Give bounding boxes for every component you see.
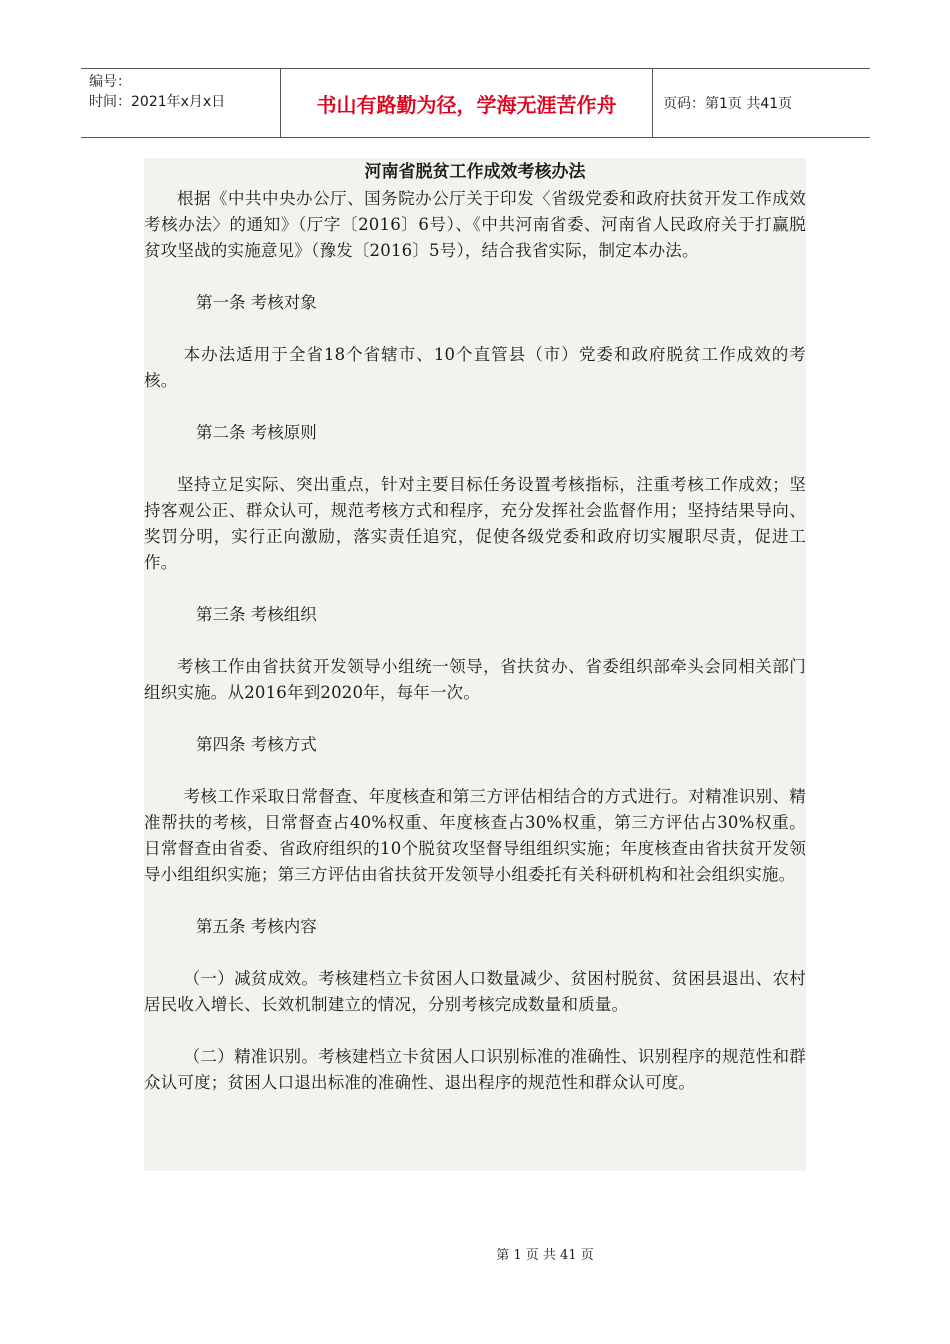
article-4-text: 考核工作采取日常督查、年度核查和第三方评估相结合的方式进行。对精准识别、精准帮扶的考核，日常督查占40%权重、年度核查占30%权重，第三方评估占30%权重。日常督查由省委、省政府组织的10个脱贫攻坚督导组组织实施；年度核查由省扶贫开发领导小组组织实施；第三方评估由省扶贫开发领导小组委托有关科研机构和社会组织实施。	[144, 787, 806, 884]
header-meta	[81, 69, 281, 137]
document-body	[144, 158, 806, 1171]
article-5-item-2: （二）精准识别。考核建档立卡贫困人口识别标准的准确性、识别程序的规范性和群众认可度；贫困人口退出标准的准确性、退出程序的规范性和群众认可度。	[144, 1047, 806, 1092]
page-header	[81, 68, 870, 138]
number-label: 编号：	[89, 74, 131, 90]
article-2-text: 坚持立足实际、突出重点，针对主要目标任务设置考核指标，注重考核工作成效；坚持客观公正、群众认可，规范考核方式和程序，充分发挥社会监督作用；坚持结果导向、奖罚分明，实行正向激励，落实责任追究，促使各级党委和政府切实履职尽责，促进工作。	[144, 475, 806, 572]
article-3-title: 第三条 考核组织	[196, 605, 317, 624]
page-footer: 第 1 页 共 41 页	[496, 1248, 594, 1263]
document-title: 河南省脱贫工作成效考核办法	[364, 162, 586, 182]
article-1-text: 本办法适用于全省18个省辖市、10个直管县（市）党委和政府脱贫工作成效的考核。	[144, 345, 806, 390]
article-5-title: 第五条 考核内容	[196, 917, 317, 936]
header-page-info: 页码：第1页 共41页	[663, 96, 793, 112]
article-5-item-1: （一）减贫成效。考核建档立卡贫困人口数量减少、贫困村脱贫、贫困县退出、农村居民收入增长、长效机制建立的情况，分别考核完成数量和质量。	[144, 969, 806, 1014]
time-label: 时间：2021年x月x日	[89, 94, 226, 110]
article-1-title: 第一条 考核对象	[196, 293, 317, 312]
header-motto: 书山有路勤为径，学海无涯苦作舟	[281, 69, 653, 137]
article-3-text: 考核工作由省扶贫开发领导小组统一领导，省扶贫办、省委组织部牵头会同相关部门组织实施。从2016年到2020年，每年一次。	[144, 657, 806, 702]
intro-paragraph: 根据《中共中央办公厅、国务院办公厅关于印发〈省级党委和政府扶贫开发工作成效考核办法〉的通知》（厅字〔2016〕6号）、《中共河南省委、河南省人民政府关于打赢脱贫攻坚战的实施意见》（豫发〔2016〕5号），结合我省实际，制定本办法。	[144, 189, 806, 260]
article-4-title: 第四条 考核方式	[196, 735, 317, 754]
article-2-title: 第二条 考核原则	[196, 423, 317, 442]
